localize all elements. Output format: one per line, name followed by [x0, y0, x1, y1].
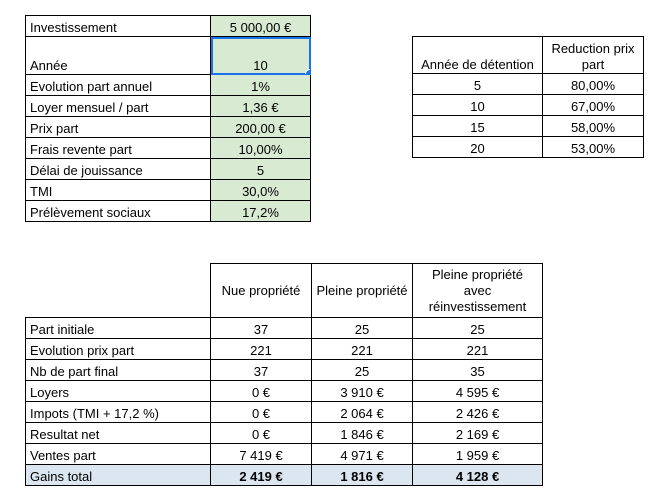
- parameters-table: [25, 15, 311, 222]
- row-value[interactable]: 2 064 €: [312, 402, 413, 423]
- total-value-nue[interactable]: 2 419 €: [211, 465, 312, 486]
- row-value[interactable]: 1 846 €: [312, 423, 413, 444]
- total-value-reinvest[interactable]: 4 128 €: [413, 465, 543, 486]
- row-value[interactable]: 37: [211, 360, 312, 381]
- param-row: [26, 75, 311, 96]
- results-row: [26, 381, 543, 402]
- param-value-loyer[interactable]: 1,36 €: [211, 96, 311, 117]
- reduction-year[interactable]: 20: [413, 137, 543, 158]
- reduction-percent[interactable]: 53,00%: [543, 137, 644, 158]
- reduction-percent[interactable]: 58,00%: [543, 116, 644, 137]
- reduction-row: [413, 137, 644, 158]
- header-reduction-prix[interactable]: Reduction prix part: [543, 37, 644, 74]
- param-label-annee[interactable]: Année: [26, 37, 211, 75]
- row-label[interactable]: Evolution prix part: [26, 339, 211, 360]
- row-label[interactable]: Nb de part final: [26, 360, 211, 381]
- total-label[interactable]: Gains total: [26, 465, 211, 486]
- param-label-prix-part[interactable]: Prix part: [26, 117, 211, 138]
- param-label-evolution[interactable]: Evolution part annuel: [26, 75, 211, 96]
- results-row: [26, 360, 543, 381]
- param-value-investissement[interactable]: 5 000,00 €: [211, 16, 311, 37]
- row-value[interactable]: 2 426 €: [413, 402, 543, 423]
- row-label[interactable]: Part initiale: [26, 318, 211, 339]
- param-row: [26, 201, 311, 222]
- param-value-tmi[interactable]: 30,0%: [211, 180, 311, 201]
- reduction-percent[interactable]: 67,00%: [543, 95, 644, 116]
- row-value[interactable]: 221: [211, 339, 312, 360]
- total-value-pleine[interactable]: 1 816 €: [312, 465, 413, 486]
- row-label[interactable]: Resultat net: [26, 423, 211, 444]
- param-value-delai[interactable]: 5: [211, 159, 311, 180]
- param-label-delai[interactable]: Délai de jouissance: [26, 159, 211, 180]
- param-row: [26, 138, 311, 159]
- param-row: [26, 180, 311, 201]
- results-row: [26, 423, 543, 444]
- row-value[interactable]: 221: [312, 339, 413, 360]
- row-label[interactable]: Impots (TMI + 17,2 %): [26, 402, 211, 423]
- row-value[interactable]: 35: [413, 360, 543, 381]
- row-value[interactable]: 0 €: [211, 423, 312, 444]
- reduction-row: [413, 95, 644, 116]
- results-row: [26, 444, 543, 465]
- param-value-prelevement[interactable]: 17,2%: [211, 201, 311, 222]
- param-label-loyer[interactable]: Loyer mensuel / part: [26, 96, 211, 117]
- results-row: [26, 318, 543, 339]
- param-value-annee: 10: [253, 58, 268, 73]
- param-value-evolution[interactable]: 1%: [211, 75, 311, 96]
- param-label-prelevement[interactable]: Prélèvement sociaux: [26, 201, 211, 222]
- reduction-table: [412, 36, 644, 158]
- param-row: [26, 16, 311, 37]
- header-pleine-propriete[interactable]: Pleine propriété: [312, 264, 413, 318]
- header-nue-propriete[interactable]: Nue propriété: [211, 264, 312, 318]
- header-pleine-propriete-reinvest[interactable]: Pleine propriété avec réinvestissement: [413, 264, 543, 318]
- row-label[interactable]: Ventes part: [26, 444, 211, 465]
- param-value-frais[interactable]: 10,00%: [211, 138, 311, 159]
- header-annee-detention[interactable]: Année de détention: [413, 37, 543, 74]
- reduction-year[interactable]: 15: [413, 116, 543, 137]
- results-header-row: [26, 264, 543, 318]
- row-value[interactable]: 25: [413, 318, 543, 339]
- fill-handle[interactable]: [305, 69, 311, 75]
- row-value[interactable]: 25: [312, 318, 413, 339]
- row-value[interactable]: 0 €: [211, 381, 312, 402]
- row-value[interactable]: 7 419 €: [211, 444, 312, 465]
- results-row: [26, 339, 543, 360]
- row-value[interactable]: 4 595 €: [413, 381, 543, 402]
- row-value[interactable]: 25: [312, 360, 413, 381]
- param-value-annee-selected-cell[interactable]: [211, 37, 311, 75]
- results-table: [25, 263, 543, 486]
- row-value[interactable]: 4 971 €: [312, 444, 413, 465]
- row-value[interactable]: 0 €: [211, 402, 312, 423]
- reduction-row: [413, 116, 644, 137]
- reduction-percent[interactable]: 80,00%: [543, 74, 644, 95]
- reduction-row: [413, 74, 644, 95]
- param-label-frais[interactable]: Frais revente part: [26, 138, 211, 159]
- results-row: [26, 402, 543, 423]
- reduction-year[interactable]: 10: [413, 95, 543, 116]
- results-total-row: [26, 465, 543, 486]
- row-value[interactable]: 2 169 €: [413, 423, 543, 444]
- row-value[interactable]: 1 959 €: [413, 444, 543, 465]
- row-label[interactable]: Loyers: [26, 381, 211, 402]
- reduction-year[interactable]: 5: [413, 74, 543, 95]
- row-value[interactable]: 3 910 €: [312, 381, 413, 402]
- param-value-prix-part[interactable]: 200,00 €: [211, 117, 311, 138]
- param-row: [26, 159, 311, 180]
- reduction-header-row: [413, 37, 644, 74]
- param-label-tmi[interactable]: TMI: [26, 180, 211, 201]
- param-label-investissement[interactable]: Investissement: [26, 16, 211, 37]
- param-row: [26, 96, 311, 117]
- row-value[interactable]: 221: [413, 339, 543, 360]
- row-value[interactable]: 37: [211, 318, 312, 339]
- param-row: [26, 117, 311, 138]
- param-row: [26, 37, 311, 75]
- empty-corner-cell[interactable]: [26, 264, 211, 318]
